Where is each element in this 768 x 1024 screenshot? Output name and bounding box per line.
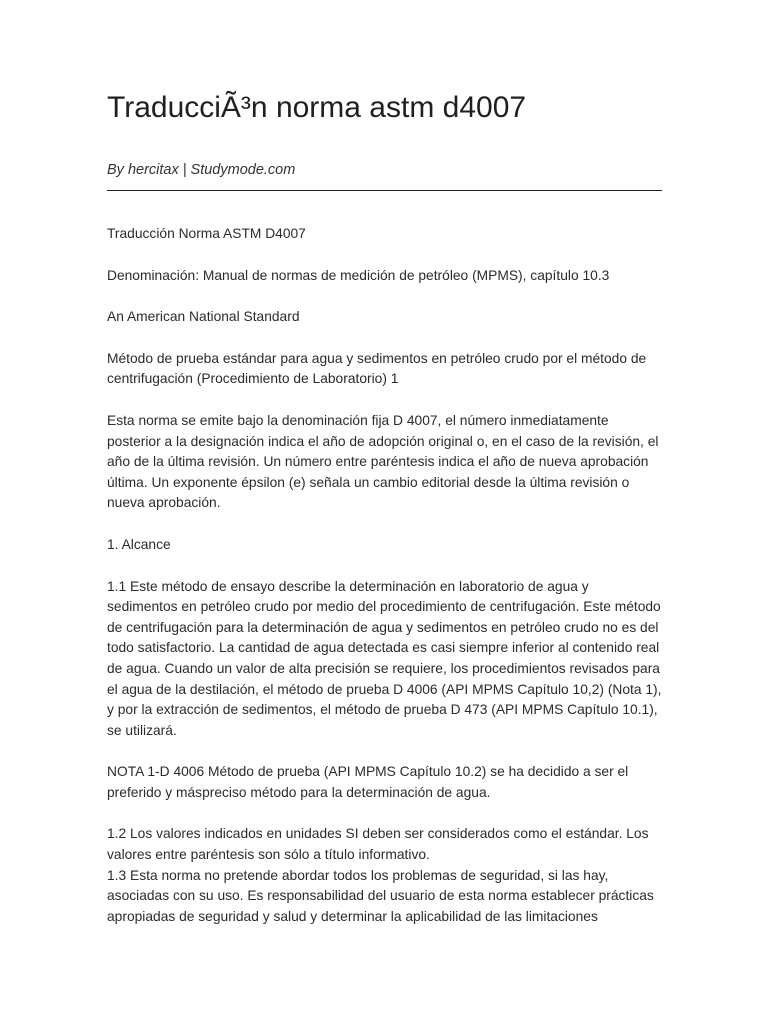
document-title: TraducciÃ³n norma astm d4007 [107,91,527,124]
paragraph-standard-type: An American National Standard [107,309,300,325]
paragraph-note-1: NOTA 1-D 4006 Método de prueba (API MPMS Capítulo 10.2) se ha decidido a ser el preferido y máspreciso método para la determinación de agua. [107,764,629,800]
paragraph-scope-1-3: 1.3 Esta norma no pretende abordar todos los problemas de seguridad, si las hay, asociadas con su uso. Es responsabilidad del usuario de esta norma establecer prácticas apropiadas de seguridad y salud y determinar la aplicabilidad de las limitaciones [107,867,654,924]
paragraph-designation-note: Esta norma se emite bajo la denominación fija D 4007, el número inmediatamente posterior a la designación indica el año de adopción original o, en el caso de la revisión, el año de la última revisión. Un número entre paréntesis indica el año de nueva aprobación última. Un exponente épsilon (e) señala un cambio editorial desde la última revisión o nueva aprobación. [107,412,659,511]
title-divider [107,190,662,191]
section-heading-scope: 1. Alcance [107,536,171,552]
document-body [107,224,663,927]
paragraph-scope-1-1: 1.1 Este método de ensayo describe la determinación en laboratorio de agua y sedimentos en petróleo crudo por medio del procedimiento de centrifugación. Este método de centrifugación para la determinación de agua y sedimentos en petróleo crudo no es del todo satisfactorio. La cantidad de agua detectada es casi siempre inferior al contenido real de agua. Cuando un valor de alta precisión se requiere, los procedimientos revisados para el agua de la destilación, el método de prueba D 4006 (API MPMS Capítulo 10,2) (Nota 1), y por la extracción de sedimentos, el método de prueba D 473 (API MPMS Capítulo 10.1), se utilizará. [107,578,662,738]
byline: By hercitax | Studymode.com [107,162,296,178]
paragraph-scope-1-2: 1.2 Los valores indicados en unidades SI deben ser considerados como el estándar. Los valores entre paréntesis son sólo a título informativo. [107,826,649,863]
paragraph-denomination: Denominación: Manual de normas de medición de petróleo (MPMS), capítulo 10.3 [107,267,610,283]
paragraph-method-title: Método de prueba estándar para agua y sedimentos en petróleo crudo por el método de centrifugación (Procedimiento de Laboratorio) 1 [107,350,647,387]
paragraph-heading: Traducción Norma ASTM D4007 [107,226,306,241]
